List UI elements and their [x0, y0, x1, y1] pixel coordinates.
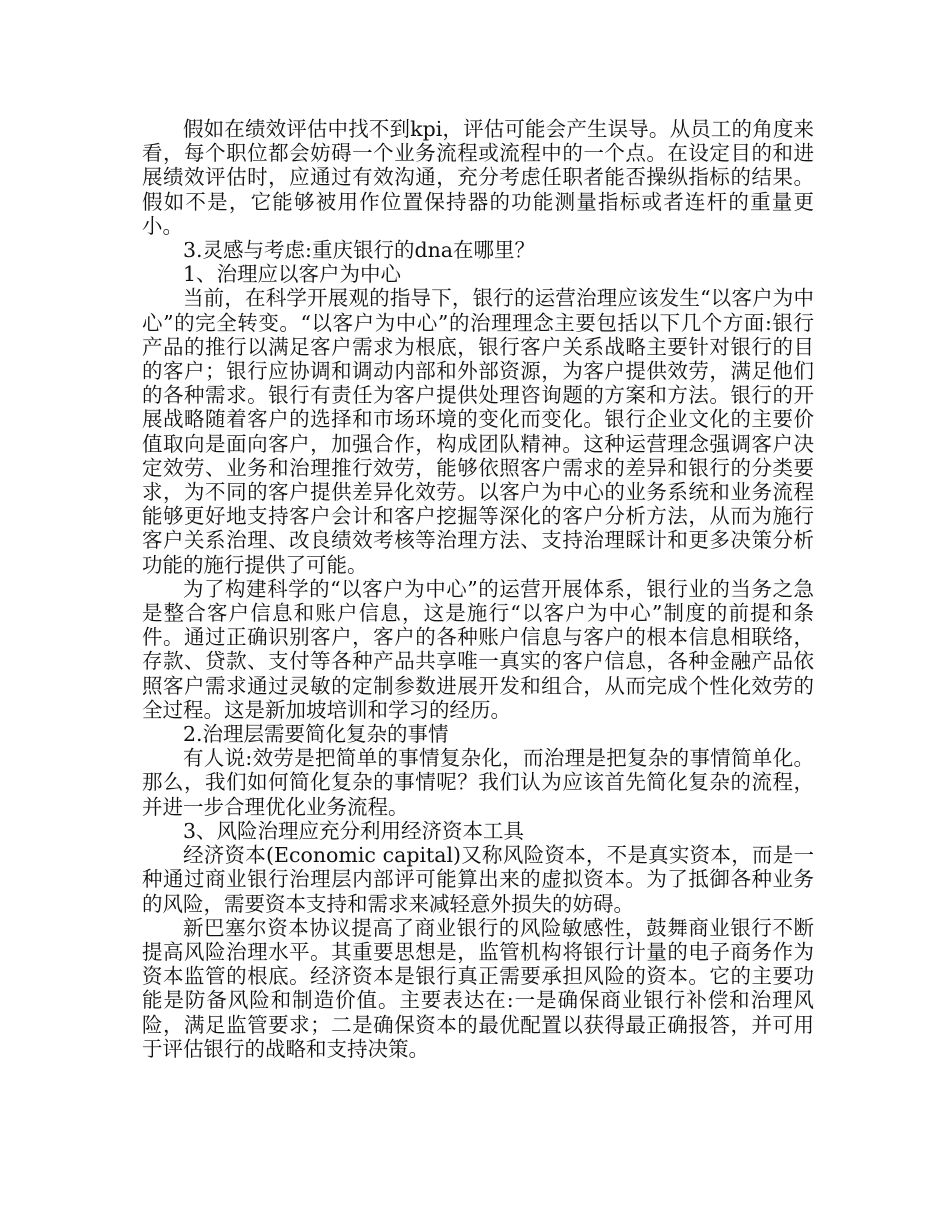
paragraph-basel: 新巴塞尔资本协议提高了商业银行的风险敏感性，鼓舞商业银行不断提高风险治理水平。其重要思想是，监管机构将银行计量的电子商务作为资本监管的根底。经济资本是银行真正需要承担风险的资本。它的主要功能是防备风险和制造价值。主要表达在:一是确保商业银行补偿和治理风险，满足监管要求；二是确保资本的最优配置以获得最正确报答，并可用于评估银行的战略和支持决策。: [142, 915, 814, 1061]
heading-simplify: 2.治理层需要简化复杂的事情: [183, 722, 449, 747]
paragraph-customer-info: 为了构建科学的“以客户为中心”的运营开展体系，银行业的当务之急是整合客户信息和账户信息，这是施行“以客户为中心”制度的前提和条件。通过正确识别客户，客户的各种账户信息与客户的根本信息相联络，存款、贷款、支付等各种产品共享唯一真实的客户信息，各种金融产品依照客户需求通过灵敏的定制参数进展开发和组合，从而完成个性化效劳的全过程。这是新加坡培训和学习的经历。: [142, 576, 814, 722]
paragraph-kpi-evaluation: 假如在绩效评估中找不到kpi，评估可能会产生误导。从员工的角度来看，每个职位都会妨碍一个业务流程或流程中的一个点。在设定目的和进展绩效评估时，应通过有效沟通，充分考虑任职者能否操纵指标的结果。假如不是，它能够被用作位置保持器的功能测量指标或者连杆的重量更小。: [142, 117, 814, 238]
paragraph-customer-centric: 当前，在科学开展观的指导下，银行的运营治理应该发生“以客户为中心”的完全转变。“以客户为中心”的治理理念主要包括以下几个方面:银行产品的推行以满足客户需求为根底，银行客户关系战略主要针对银行的目的客户；银行应协调和调动内部和外部资源，为客户提供效劳，满足他们的各种需求。银行有责任为客户提供处理咨询题的方案和方法。银行的开展战略随着客户的选择和市场环境的变化而变化。银行企业文化的主要价值取向是面向客户，加强合作，构成团队精神。这种运营理念强调客户决定效劳、业务和治理推行效劳，能够依照客户需求的差异和银行的分类要求，为不同的客户提供差异化效劳。以客户为中心的业务系统和业务流程能够更好地支持客户会计和客户挖掘等深化的客户分析方法，从而为施行客户关系治理、改良绩效考核等治理方法、支持治理睬计和更多决策分析功能的施行提供了可能。: [142, 286, 814, 577]
paragraph-economic-capital: 经济资本(Economic capital)又称风险资本，不是真实资本，而是一种通过商业银行治理层内部评可能算出来的虚拟资本。为了抵御各种业务的风险，需要资本支持和需求来减轻意外损失的妨碍。: [142, 843, 814, 916]
heading-customer-centric: 1、治理应以客户为中心: [183, 262, 402, 287]
heading-inspiration: 3.灵感与考虑:重庆银行的dna在哪里？: [183, 238, 536, 263]
heading-risk-management: 3、风险治理应充分利用经济资本工具: [183, 818, 525, 843]
paragraph-simplify: 有人说:效劳是把简单的事情复杂化，而治理是把复杂的事情简单化。那么，我们如何简化复杂的事情呢？我们认为应该首先简化复杂的流程，并进一步合理优化业务流程。: [142, 746, 814, 819]
document-page: [142, 117, 814, 1061]
